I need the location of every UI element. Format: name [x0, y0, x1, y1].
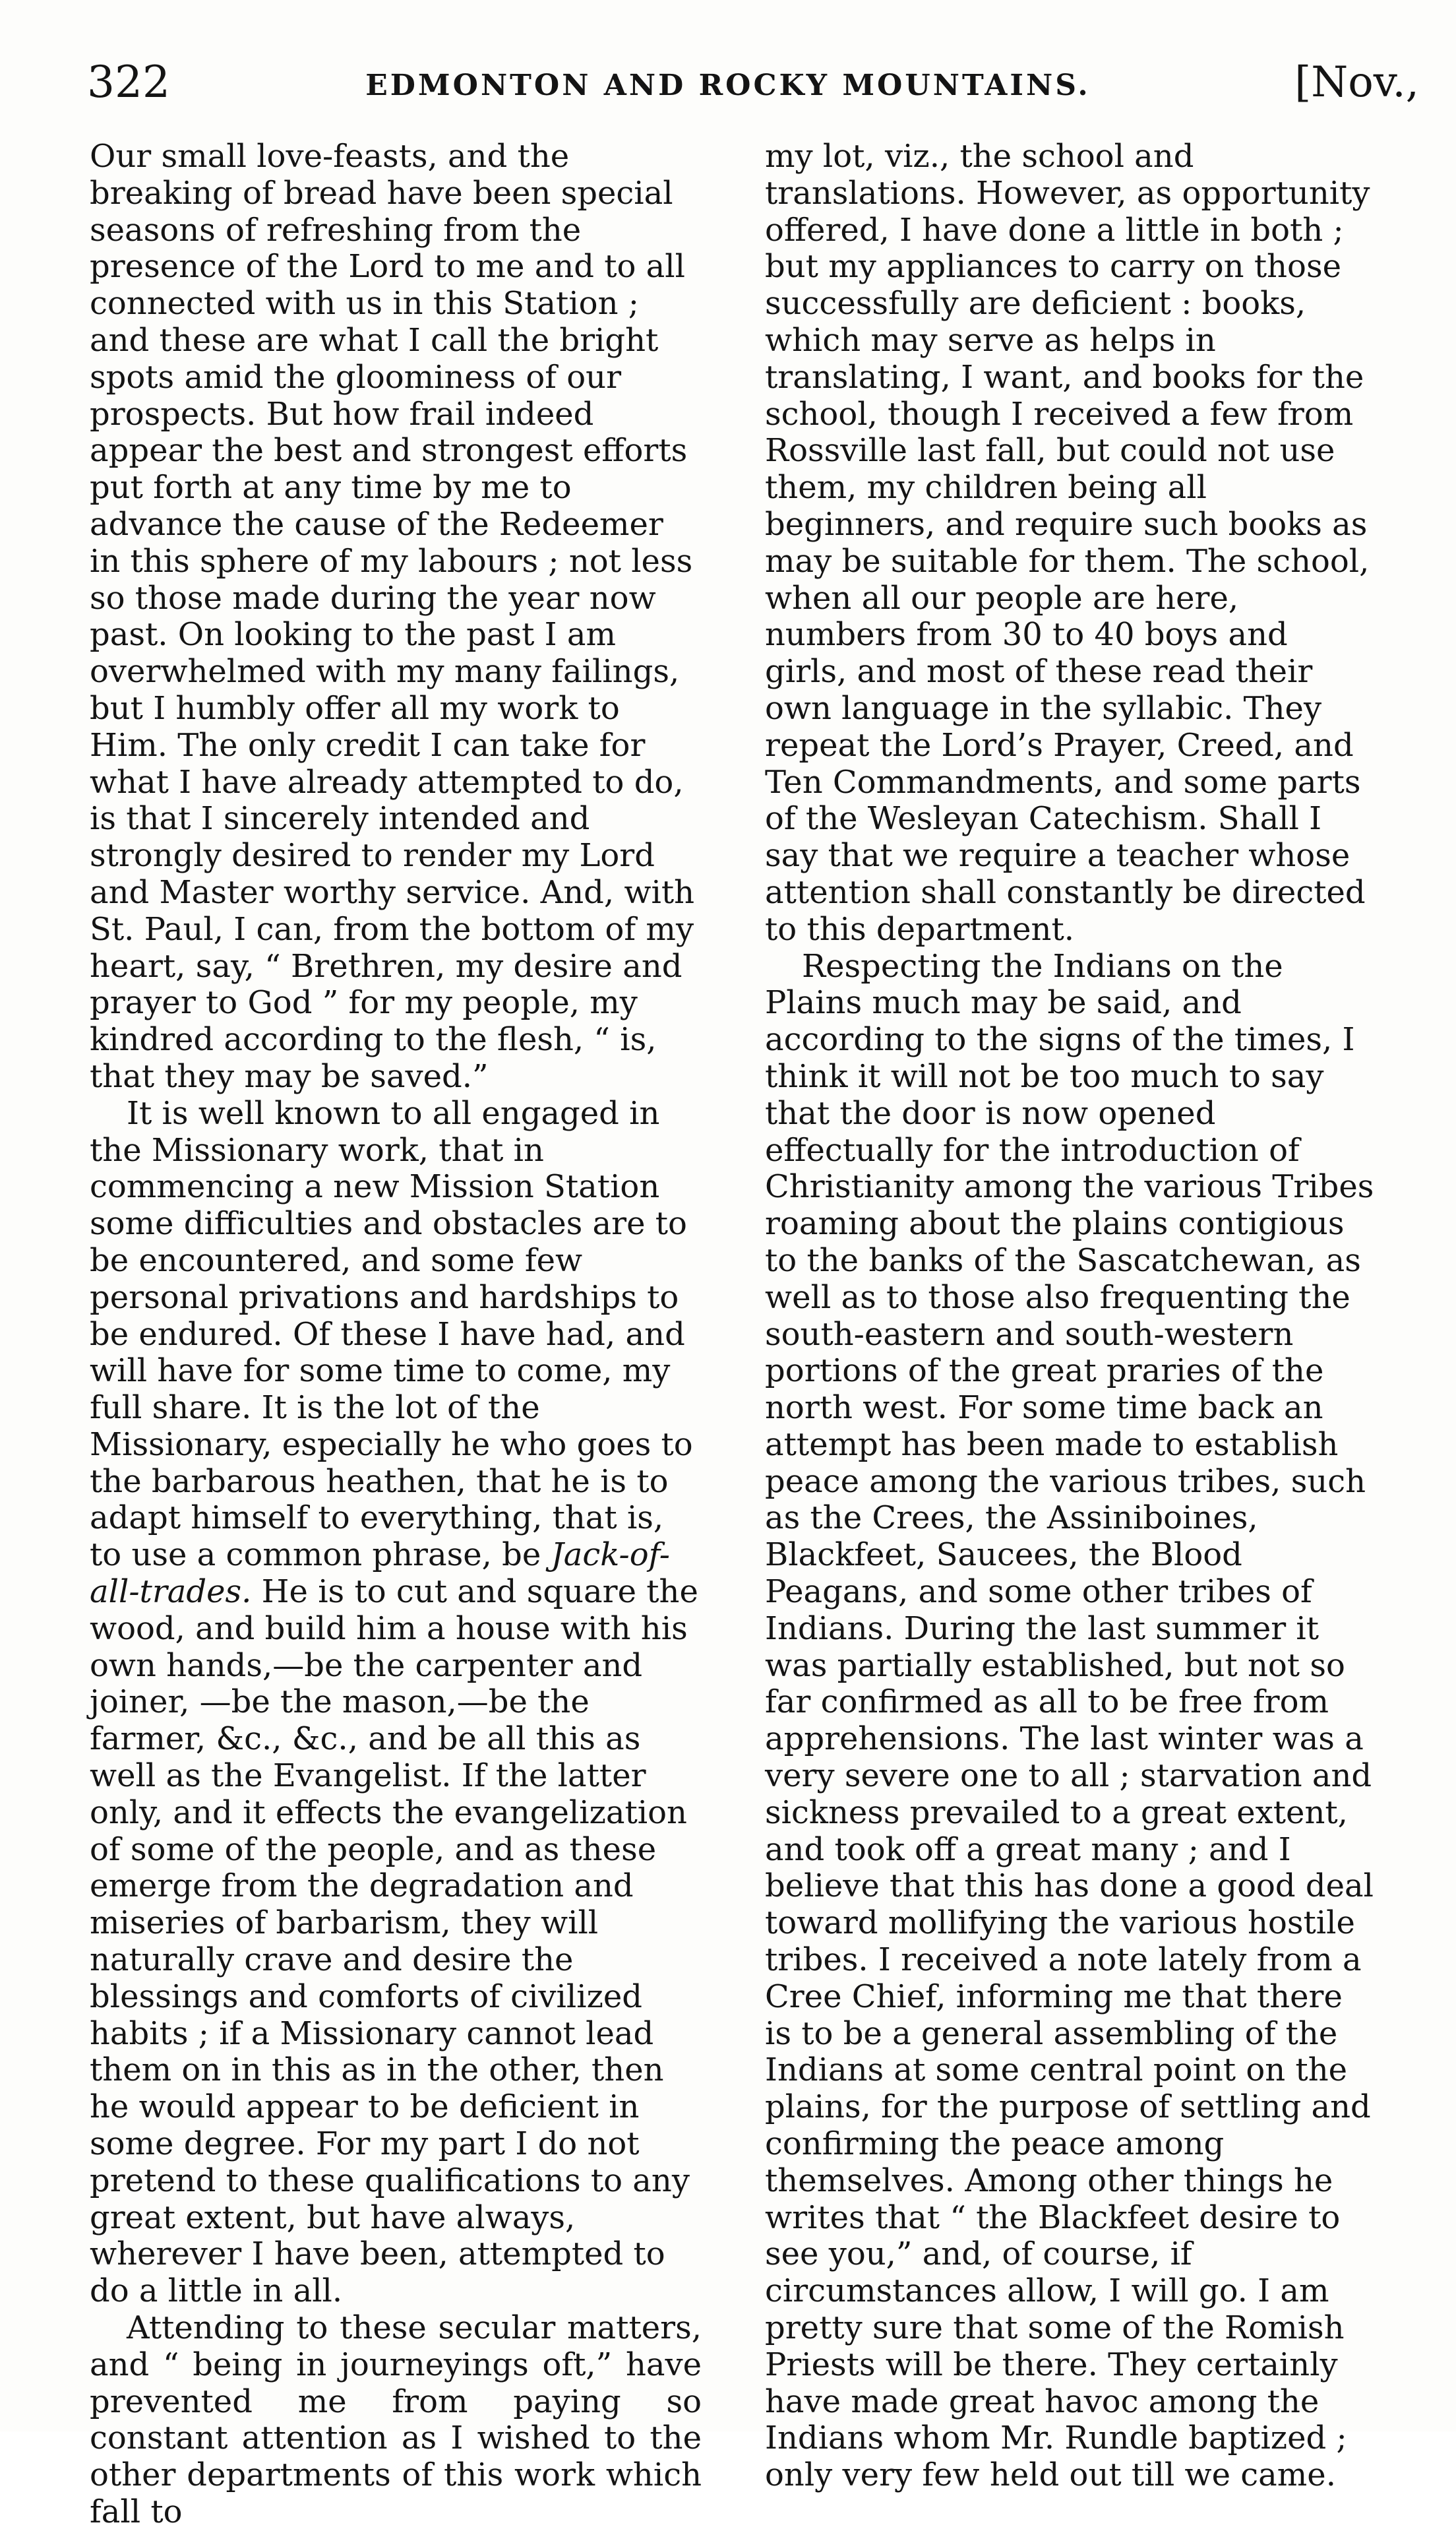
paragraph-text: It is well known to all engaged in the Missionary work, that in commencing a new Mission Station some difficulties and obstacles are to be encountered, and some few personal privations and hardships to be endured. Of these I have had, and will have for some time to come, my full share. It is the lot of the Missionary, especially he who goes to the barbarous heathen, that he is to adapt himself to everything, that is, to use a common phrase, be [90, 1094, 693, 1574]
running-title: EDMONTON AND ROCKY MOUNTAINS. [365, 69, 1091, 102]
right-column [765, 139, 1377, 2494]
paragraph-love-feasts: Our small love-feasts, and the breaking of bread have been special seasons of refreshing from the presence of the Lord to me and to all connected with us in this Station ; and these are what I call the bright spots amid the gloominess of our prospects. But how frail indeed appear the best and strongest efforts put forth at any time by me to advance the cause of the Redeemer in this sphere of my labours ; not less so those made during the year now past. On looking to the past I am overwhelmed with my many failings, but I humbly offer all my work to Him. The only credit I can take for what I have already attempted to do, is that I sincerely intended and strongly desired to render my Lord and Master worthy service. And, with St. Paul, I can, from the bottom of my heart, say, “ Brethren, my desire and prayer to God ” for my people, my kindred according to the flesh, “ is, that they may be saved.” [90, 138, 695, 1095]
left-column [90, 139, 702, 2531]
paragraph-school: my lot, viz., the school and translations. However, as opportunity offered, I have done a little in both ; but my appliances to carry on those successfully are deficient : books, which may serve as helps in translating, I want, and books for the school, though I received a few from Rossville last fall, but could not use them, my children being all beginners, and require such books as may be suitable for them. The school, when all our people are here, numbers from 30 to 40 boys and girls, and most of these read their own language in the syllabic. They repeat the Lord’s Prayer, Creed, and Ten Commandments, and some parts of the Wesleyan Catechism. Shall I say that we require a teacher whose attention shall constantly be directed to this department. [765, 138, 1370, 948]
page-header [0, 53, 1456, 112]
italic-phrase: Jack-of-all-trades. [90, 1536, 670, 1611]
page-number: 322 [87, 57, 170, 108]
paragraph-missionary-work [90, 1096, 702, 2310]
issue-date: [Nov., [1294, 58, 1419, 107]
paragraph-plains-indians: Respecting the Indians on the Plains much may be said, and according to the signs of the times, I think it will not be too much to say that the door is now opened effectually for the introduction of Christianity among the various Tribes roaming about the plains contigious to the banks of the Sascatchewan, as well as to those also frequenting the south-eastern and south-western portions of the great praries of the north west. For some time back an attempt has been made to establish peace among the various tribes, such as the Crees, the Assiniboines, Blackfeet, Saucees, the Blood Peagans, and some other tribes of Indians. During the last summer it was partially established, but not so far confirmed as all to be free from apprehensions. The last winter was a very severe one to all ; starvation and sickness prevailed to a great extent, and took off a great many ; and I believe that this has done a good deal toward mollifying the various hostile tribes. I received a note lately from a Cree Chief, informing me that there is to be a general assembling of the Indians at some central point on the plains, for the purpose of settling and confirming the peace among themselves. Among other things he writes that “ the Blackfeet desire to see you,” and, of course, if circumstances allow, I will go. I am pretty sure that some of the Romish Priests will be there. They certainly have made great havoc among the Indians whom Mr. Rundle baptized ; only very few held out till we came. [765, 947, 1374, 2494]
paragraph-text: He is to cut and square the wood, and build him a house with his own hands,—be the carpenter and joiner, —be the mason,—be the farmer, &c., &c., and be all this as well as the Evangelist. If the latter only, and it effects the evangelization of some of the people, and as these emerge from the degradation and miseries of barbarism, they will naturally crave and desire the blessings and comforts of civilized habits ; if a Missionary cannot lead them on in this as in the other, then he would appear to be deficient in some degree. For my part I do not pretend to these qualifications to any great extent, but have always, wherever I have been, attempted to do a little in all. [90, 1573, 698, 2310]
paragraph-secular-matters: Attending to these secular matters, and “ being in journeyings oft,” have prevented me from paying so constant attention as I wished to the other departments of this work which fall to [90, 2309, 702, 2530]
